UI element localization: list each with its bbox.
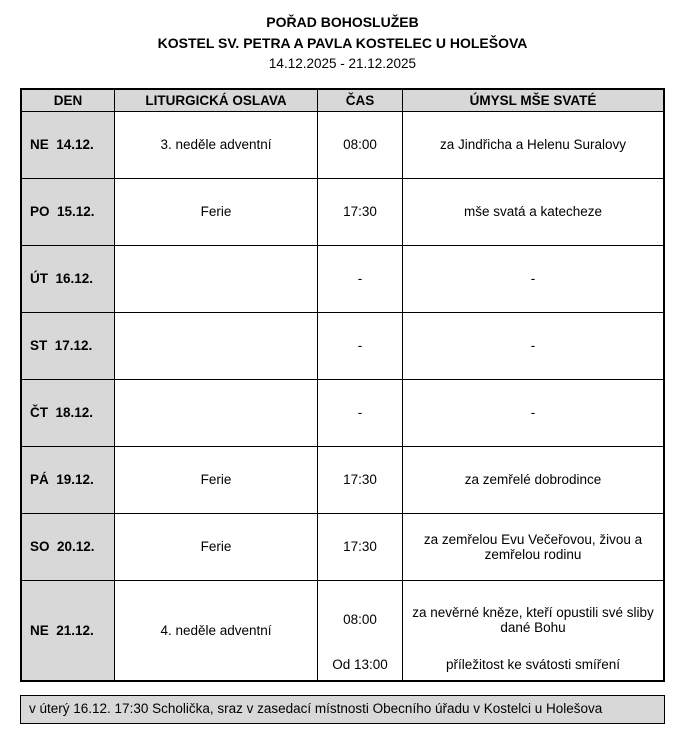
umysl-cell: - — [403, 313, 663, 380]
column-header-cas: ČAS — [318, 90, 403, 112]
den-cell: ÚT 16.12. — [22, 246, 115, 313]
cas-cell: - — [318, 246, 403, 313]
oslava-cell: 3. neděle adventní — [115, 112, 318, 179]
footer-note: v úterý 16.12. 17:30 Scholička, sraz v zasedací místnosti Obecního úřadu v Kostelci u Holešova — [20, 695, 665, 725]
oslava-cell — [115, 313, 318, 380]
column-header-oslava: LITURGICKÁ OSLAVA — [115, 90, 318, 112]
oslava-cell: Ferie — [115, 179, 318, 246]
cas-second: Od 13:00 — [332, 656, 388, 672]
schedule-table — [20, 88, 665, 682]
cas-cell: 17:30 — [318, 514, 403, 581]
oslava-cell: Ferie — [115, 514, 318, 581]
umysl-cell: - — [403, 380, 663, 447]
den-cell: ST 17.12. — [22, 313, 115, 380]
column-header-umysl: ÚMYSL MŠE SVATÉ — [403, 90, 663, 112]
cas-first: 08:00 — [343, 612, 377, 628]
oslava-cell: 4. neděle adventní — [115, 581, 318, 680]
den-cell: NE 21.12. — [22, 581, 115, 680]
church-name: KOSTEL SV. PETRA A PAVLA KOSTELEC U HOLEŠOVA — [157, 35, 528, 51]
cas-cell: 17:30 — [318, 179, 403, 246]
document-header — [20, 10, 665, 75]
cas-cell — [318, 581, 403, 680]
umysl-cell — [403, 581, 663, 680]
umysl-cell: za zemřelou Evu Večeřovou, živou a zemřelou rodinu — [403, 514, 663, 581]
umysl-second: příležitost ke svátosti smíření — [445, 656, 621, 672]
den-cell: PO 15.12. — [22, 179, 115, 246]
den-cell: NE 14.12. — [22, 112, 115, 179]
page-title: POŘAD BOHOSLUŽEB — [266, 14, 419, 30]
column-header-den: DEN — [22, 90, 115, 112]
den-cell: SO 20.12. — [22, 514, 115, 581]
umysl-cell: mše svatá a katecheze — [403, 179, 663, 246]
oslava-cell — [115, 380, 318, 447]
oslava-cell — [115, 246, 318, 313]
cas-cell: 08:00 — [318, 112, 403, 179]
cas-cell: - — [318, 313, 403, 380]
umysl-cell: za Jindřicha a Helenu Suralovy — [403, 112, 663, 179]
den-cell: ČT 18.12. — [22, 380, 115, 447]
cas-cell: 17:30 — [318, 447, 403, 514]
oslava-cell: Ferie — [115, 447, 318, 514]
umysl-cell: - — [403, 246, 663, 313]
den-cell: PÁ 19.12. — [22, 447, 115, 514]
umysl-cell: za zemřelé dobrodince — [403, 447, 663, 514]
date-range: 14.12.2025 - 21.12.2025 — [268, 56, 417, 71]
umysl-first: za nevěrné kněze, kteří opustili své sliby dané Bohu — [412, 604, 654, 635]
cas-cell: - — [318, 380, 403, 447]
